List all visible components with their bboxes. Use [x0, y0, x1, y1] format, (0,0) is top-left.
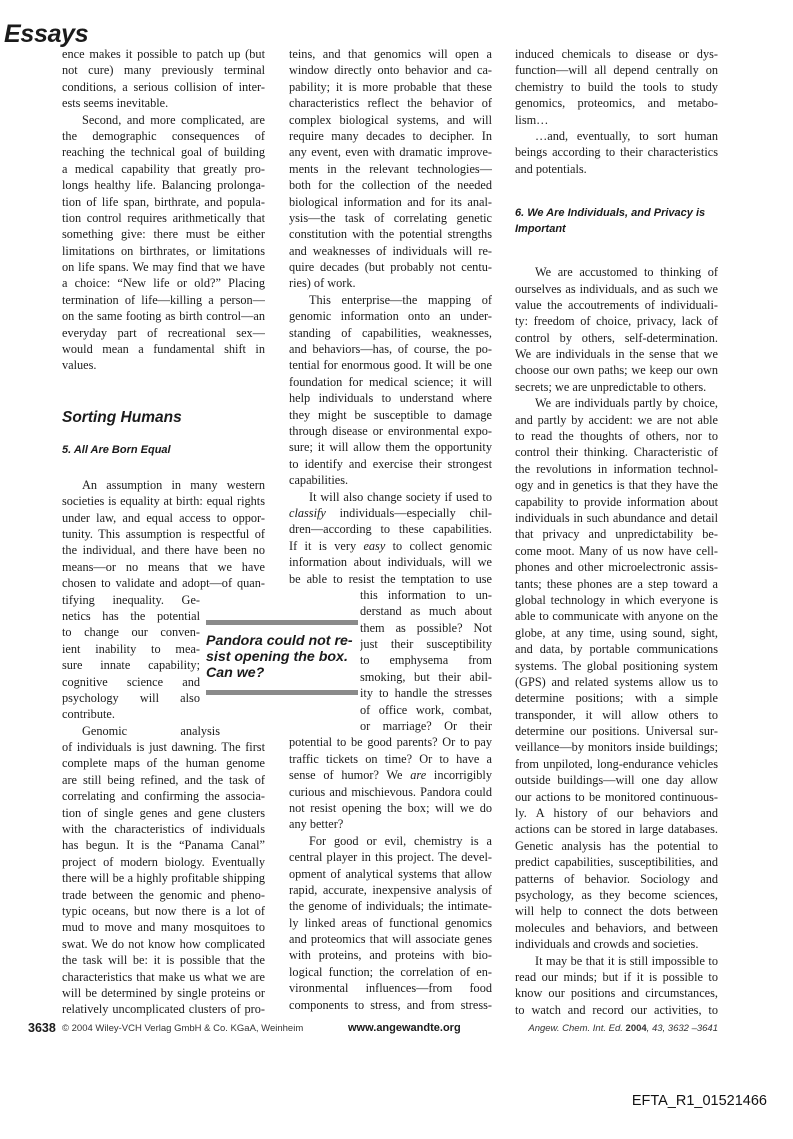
- text-line: genomics, proteomics, and metabo-: [515, 96, 718, 111]
- text-line: ogy and in genetics is that they have the: [515, 478, 718, 493]
- text-line: the revolutions in information technol-: [515, 461, 718, 476]
- text-line: through disease or environmental expo-: [289, 423, 492, 438]
- text-line: trade between the genomic and pheno-: [62, 887, 265, 902]
- text-line: complete maps of the human genome: [62, 756, 265, 771]
- text-line: We are individuals in the sense that we: [515, 347, 718, 362]
- text-line: ly. A history of our behaviors and: [515, 806, 718, 821]
- text-line: has begun. It is the “Panama Canal”: [62, 838, 265, 853]
- text-line: be able to resist the temptation to use: [289, 571, 492, 586]
- text-line: beings according to their characteristics: [515, 145, 718, 160]
- paragraph: [62, 723, 265, 1018]
- text-line: traffic tickets on time? Or to have a: [289, 751, 492, 766]
- text-line: a medical capability that greatly pro-: [62, 161, 265, 176]
- text-line: predict capabilities, susceptibilities, and: [515, 855, 718, 870]
- text-line: actions can be stored in large databases.: [515, 822, 718, 837]
- text-line: to emphysema from: [360, 653, 492, 668]
- text-line: tants; these phones are a step toward a: [515, 576, 718, 591]
- text-line: know our positions and circumstances,: [515, 986, 718, 1001]
- text-line: societies is equality at birth: equal rights: [62, 494, 265, 509]
- text-line: to identify and exercise their strongest: [289, 456, 492, 471]
- text-line: ests seems inevitable.: [62, 96, 169, 111]
- citation-volume-pages: , 43, 3632 –3641: [646, 1023, 718, 1034]
- text-line: psychology will also: [62, 690, 200, 705]
- text-line: under law, and equal access to oppor-: [62, 510, 265, 525]
- text-line: typic oceans, but now there is a lot of: [62, 903, 265, 918]
- text-segment: individuals—especially chil-: [325, 505, 492, 520]
- text-line: are still being refined, and the task of: [62, 772, 265, 787]
- subsection-heading: 6. We Are Individuals, and Privacy is Important: [515, 207, 706, 236]
- text-line: on life spans. We may find that we have: [62, 260, 265, 275]
- text-line: tifying inequality. Ge-: [62, 592, 200, 607]
- text-line: transponder, it will allow others to: [515, 707, 718, 722]
- text-line: require many decades to decipher. In: [289, 128, 492, 143]
- text-line: the genome of individuals; the intimate-: [289, 899, 492, 914]
- text-line: logical function; the correlation of en-: [289, 964, 492, 979]
- text-line: tion of life span, birthrate, and popula-: [62, 194, 265, 209]
- text-segment: If it is very: [289, 538, 364, 553]
- text-segment: to collect genomic: [385, 538, 492, 553]
- text-line: our actions to be monitored continuous-: [515, 789, 718, 804]
- text-line: determine positions; with a simple: [515, 691, 718, 706]
- text-line: able to communicate with anyone on the: [515, 609, 718, 624]
- text-line: genomic information onto an under-: [289, 309, 492, 324]
- paragraph: [62, 46, 265, 112]
- text-line: the task will be: it is possible that the: [62, 953, 265, 968]
- text-line: tion control requires arithmetically that: [62, 210, 265, 225]
- text-line: swat. We do not know how complicated: [62, 936, 265, 951]
- text-line: with the characteristics of individuals: [62, 822, 265, 837]
- text-line: a choice: “New life or old?” Placing: [62, 276, 265, 291]
- text-line: relatively uncomplicated clusters of pro-: [62, 1002, 265, 1017]
- text-line: teins, and that genomics will open a: [289, 47, 492, 61]
- paragraph: [289, 833, 492, 1013]
- citation-year: 2004: [625, 1023, 647, 1034]
- text-line: We are accustomed to thinking of: [535, 265, 718, 280]
- text-line: dren—according to these capabilities.: [289, 522, 492, 537]
- citation: [528, 1023, 718, 1034]
- text-line: value the accoutrements of individuali-: [515, 297, 718, 312]
- text-line: sure; it will allow them the opportunity: [289, 440, 492, 455]
- text-line: capabilities.: [289, 473, 349, 488]
- text-line: netics has the potential: [62, 608, 200, 623]
- text-line: determine our positions. Universal sur-: [515, 724, 718, 739]
- text-line: mud to move and many mosquitoes to: [62, 920, 265, 935]
- text-line: potential to be good parents? Or to pay: [289, 735, 492, 750]
- text-line: constitution with the potential strengths: [289, 227, 492, 242]
- italic-text: classify: [289, 505, 326, 520]
- text-line: choose our own paths; we keep our own: [515, 363, 718, 378]
- pull-quote-bottom-rule: [206, 690, 358, 695]
- paragraph: [62, 112, 265, 374]
- text-line: We are individuals partly by choice,: [535, 396, 718, 411]
- text-line: [289, 767, 492, 783]
- text-line: of office work, combat,: [360, 702, 492, 717]
- text-line: [289, 505, 492, 521]
- section-title: Essays: [4, 20, 89, 48]
- text-line: means—or no means that we have: [62, 559, 265, 574]
- paragraph: [515, 395, 718, 952]
- text-line: Second, and more complicated, are: [82, 112, 265, 127]
- copyright-notice: © 2004 Wiley-VCH Verlag GmbH & Co. KGaA, Weinheim: [62, 1023, 304, 1034]
- text-line: project of modern biology. Eventually: [62, 854, 265, 869]
- text-line: any better?: [289, 817, 344, 832]
- text-line: they might be susceptible to damage: [289, 407, 492, 422]
- text-line: function—will all depend centrally on: [515, 63, 718, 78]
- paragraph: [515, 128, 718, 177]
- text-line: both for the collection of the needed: [289, 178, 492, 193]
- text-line: and weaknesses of individuals will re-: [289, 243, 492, 258]
- text-line: window directly onto behavior and ca-: [289, 63, 492, 78]
- text-line: come moot. Many of us now have cell-: [515, 543, 718, 558]
- paragraph: [515, 953, 718, 1019]
- paragraph: [515, 264, 718, 395]
- column-left: [62, 46, 265, 1018]
- text-line: just their susceptibility: [360, 637, 492, 652]
- text-line: foundation for medical science; it will: [289, 374, 492, 389]
- text-line: ence makes it possible to patch up (but: [62, 47, 265, 61]
- text-line: standing of capabilities, weaknesses,: [289, 325, 492, 340]
- text-line: tion of single genes and gene clusters: [62, 805, 265, 820]
- text-line: individuals in such abundance and detail: [515, 510, 718, 525]
- text-line: conditions, a serious collision of inter-: [62, 79, 265, 94]
- text-line: not resist opening the box; will we do: [289, 800, 492, 815]
- text-line: ries) of work.: [289, 276, 356, 291]
- text-line: derstand as much about: [360, 604, 492, 619]
- text-line: tunity. This assumption is respectful of: [62, 526, 265, 541]
- text-line: that privacy and unpredictability be-: [515, 527, 718, 542]
- text-segment: sense of humor? We: [289, 768, 411, 783]
- text-line: ments in the relevant technologies—: [289, 161, 492, 176]
- text-line: opment of analytical systems that allow: [289, 866, 492, 881]
- text-line: any event, even with dramatic improve-: [289, 145, 492, 160]
- text-line: help individuals to understand where: [289, 391, 492, 406]
- text-line: sure innate capability;: [62, 658, 200, 673]
- paragraph: [289, 46, 492, 292]
- text-line: ly linked areas of functional genomics: [289, 915, 492, 930]
- column-middle: [289, 46, 492, 1013]
- text-line: and partly by accident: we are not able: [515, 412, 718, 427]
- text-line: Genomic analysis: [82, 723, 220, 738]
- section-heading: Sorting Humans: [62, 408, 182, 426]
- text-line: For good or evil, chemistry is a: [309, 833, 492, 848]
- text-line: molecules and behaviors, and between: [515, 920, 718, 935]
- text-line: characteristics reflect the behavior of: [289, 96, 492, 111]
- text-line: quire decades (but probably not centu-: [289, 260, 492, 275]
- text-line: would mean a fundamental shift in: [62, 342, 265, 357]
- text-line: the individual, and there have been no: [62, 543, 265, 558]
- text-line: there will be a highly profitable shipping: [62, 871, 265, 886]
- text-line: correlating and confirming the associa-: [62, 789, 265, 804]
- text-line: chosen to validate and adopt—of quan-: [62, 576, 265, 591]
- text-line: globe, at any time, using sound, sight,: [515, 625, 718, 640]
- text-line: ty: freedom of choice, privacy, lack of: [515, 314, 718, 329]
- pull-quote: [206, 620, 358, 695]
- text-line: tential for enormous good. It will be one: [289, 358, 492, 373]
- text-line: will help to connect the dots between: [515, 904, 718, 919]
- document-stamp: EFTA_R1_01521466: [631, 1093, 767, 1109]
- text-line: outside buildings—will one day allow: [515, 773, 718, 788]
- text-line: read our minds; but if it is possible to: [515, 969, 718, 984]
- text-line: ity to handle the stresses: [360, 686, 492, 701]
- text-line: An assumption in many western: [82, 477, 265, 492]
- text-line: ysis—the task of correlating genetic: [289, 210, 492, 225]
- text-line: from unpiloted, long-endurance vehicles: [515, 756, 718, 771]
- text-line: central player in this project. The devel-: [289, 850, 492, 865]
- text-line: pability; it is more probable that these: [289, 79, 492, 94]
- text-line: on the same footing as birth control—an: [62, 309, 265, 324]
- text-line: and proteomics that will associate genes: [289, 932, 492, 947]
- column-right: [515, 46, 718, 1018]
- text-line: this information to un-: [360, 587, 492, 602]
- text-line: psychology, as they become sciences,: [515, 887, 718, 902]
- text-line: phones and other microelectronic assis-: [515, 560, 718, 575]
- text-line: rapid, accurate, inexpensive analysis of: [289, 882, 492, 897]
- text-line: secrets; we are unpredictable to others.: [515, 379, 707, 394]
- text-line: and behaviors—has, of course, the po-: [289, 342, 492, 357]
- text-line: Genetic analysis has the potential to: [515, 838, 718, 853]
- text-line: ient inability to mea-: [62, 641, 200, 656]
- subsection-heading: 5. All Are Born Equal: [62, 443, 171, 456]
- text-line: or marriage? Or their: [360, 719, 492, 734]
- text-line: individuals and crowds and societies.: [515, 937, 699, 952]
- text-line: cognitive science and: [62, 674, 200, 689]
- text-segment: incorrigibly: [426, 768, 492, 783]
- text-line: control by others, self-determination.: [515, 330, 718, 345]
- text-line: biological information and for its anal-: [289, 194, 492, 209]
- italic-text: are: [410, 768, 427, 783]
- text-line: everyday part of recreational sex—: [62, 325, 265, 340]
- page-footer: [0, 1021, 793, 1037]
- page-number: 3638: [28, 1021, 56, 1035]
- text-line: ourselves as individuals, and as such we: [515, 281, 718, 296]
- text-line: and potentials.: [515, 161, 587, 176]
- text-line: [289, 538, 492, 554]
- text-line: control their thinking. Characteristic of: [515, 445, 718, 460]
- text-line: It will also change society if used to: [309, 489, 492, 504]
- text-line: and data, by portable communications: [515, 642, 718, 657]
- text-line: values.: [62, 358, 97, 373]
- text-line: This enterprise—the mapping of: [309, 292, 492, 307]
- text-line: capability to provide information about: [515, 494, 718, 509]
- text-line: …and, eventually, to sort human: [535, 128, 718, 143]
- text-line: not cure) many previously terminal: [62, 63, 265, 78]
- citation-journal: Angew. Chem. Int. Ed.: [528, 1023, 623, 1034]
- text-line: something give: there must be either: [62, 227, 265, 242]
- text-line: components to stress, and from stress-: [289, 997, 492, 1012]
- text-line: curious and mischievous. Pandora could: [289, 784, 492, 799]
- text-line: with proteins, and proteins with bio-: [289, 948, 492, 963]
- text-line: systems. The global positioning system: [515, 658, 718, 673]
- text-line: will be determined by single proteins or: [62, 985, 265, 1000]
- journal-url: www.angewandte.org: [348, 1022, 461, 1034]
- text-line: It may be that it is still impossible to: [535, 953, 718, 968]
- text-line: of individuals is just dawning. The first: [62, 740, 265, 755]
- italic-text: easy: [363, 538, 386, 553]
- pull-quote-text: Pandora could not re-sist opening the box. Can we?: [206, 633, 353, 681]
- text-line: lism…: [515, 112, 549, 127]
- text-line: patterns of behavior. Sociology and: [515, 871, 718, 886]
- text-line: induced chemicals to disease or dys-: [515, 47, 718, 61]
- text-line: to read the thoughts of others, nor to: [515, 429, 718, 444]
- text-line: global technology in which everyone is: [515, 592, 718, 607]
- text-line: (GPS) and related systems allow us to: [515, 674, 718, 689]
- text-line: reaching the technical goal of building: [62, 145, 265, 160]
- text-line: smoking, but their abil-: [360, 669, 492, 684]
- text-line: complex biological systems, and will: [289, 112, 492, 127]
- text-line: chemistry to build the tools to study: [515, 79, 718, 94]
- text-line: the demographic consequences of: [62, 128, 265, 143]
- text-line: to change our conven-: [62, 625, 200, 640]
- paragraph: [515, 46, 718, 128]
- text-line: characteristics that make us what we are: [62, 969, 265, 984]
- text-line: vironmental influences—from food: [289, 981, 492, 996]
- text-line: information about individuals, will we: [289, 555, 492, 570]
- text-line: them as possible? Not: [360, 620, 492, 635]
- text-line: longs healthy life. Balancing prolonga-: [62, 178, 265, 193]
- paragraph: [289, 292, 492, 489]
- text-line: limitations on birthrates, or limitations: [62, 243, 265, 258]
- text-line: termination of life—killing a person—: [62, 292, 265, 307]
- text-line: veillance—by monitors inside buildings;: [515, 740, 718, 755]
- text-line: contribute.: [62, 707, 115, 722]
- text-line: to watch and record our activities, to: [515, 1002, 718, 1017]
